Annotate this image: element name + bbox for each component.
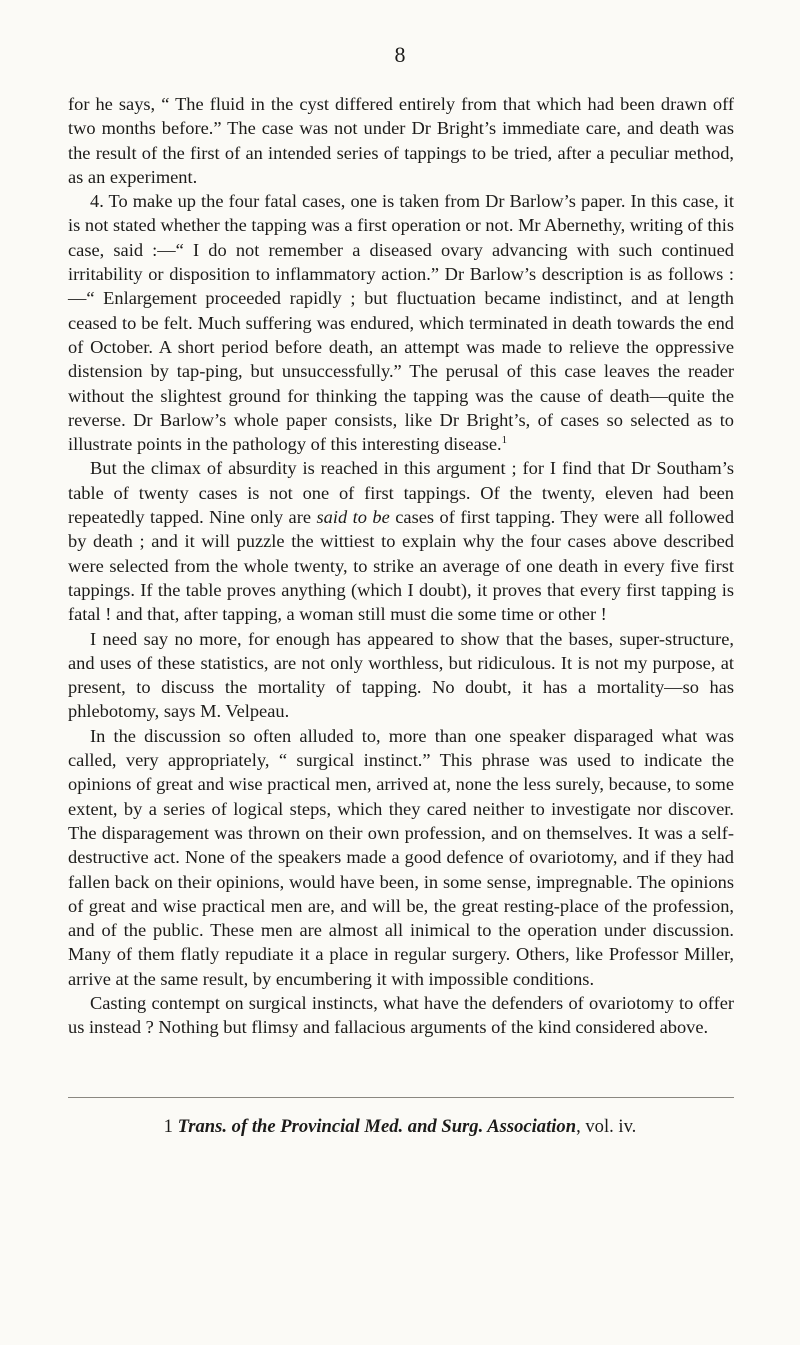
- paragraph-2: [68, 189, 734, 456]
- footnote-volume: , vol. iv.: [576, 1116, 637, 1137]
- paragraph-3: [68, 456, 734, 626]
- footnote-marker: 1: [501, 434, 508, 447]
- paragraph-3-text-b: cases of first tapping. They were all followed by death ; and it will puzzle the wittiest to explain why the four cases above described were selected from the whole twenty, to strike an average of one death in every five first tappings. If the table proves anything (which I doubt), it proves that every first tapping is fatal ! and that, after tapping, a woman still must die some time or other !: [68, 507, 735, 625]
- paragraph-1: for he says, “ The fluid in the cyst differed entirely from that which had been drawn off two months before.” The case was not under Dr Bright’s immediate care, and death was the result of the first of an intended series of tappings to be tried, after a peculiar method, as an experiment.: [68, 94, 734, 187]
- body-text: [68, 92, 734, 1040]
- paragraph-4: I need say no more, for enough has appeared to show that the bases, super-structure, and uses of these statistics, are not only worthless, but ridiculous. It is not my purpose, at present, to discuss the mortality of tapping. No doubt, it has a mortality—so has phlebotomy, says M. Velpeau.: [68, 628, 734, 722]
- footnote-divider: [68, 1097, 734, 1098]
- footnote-marker-label: 1: [163, 1116, 173, 1137]
- page-number: 8: [394, 42, 406, 67]
- footnote-journal: Trans. of the Provincial Med. and Surg. Association: [177, 1116, 577, 1137]
- paragraph-3-text-a: But the climax of absurdity is reached in this argument ; for I find that Dr Southam’s table of twenty cases is not one of first tappings. Of the twenty, eleven had been repeatedly tapped. Nine only are: [68, 458, 734, 528]
- paragraph-6: Casting contempt on surgical instincts, what have the defenders of ovariotomy to offer us instead ? Nothing but flimsy and fallacious arguments of the kind considered above.: [68, 992, 734, 1038]
- paragraph-2-text: 4. To make up the four fatal cases, one is taken from Dr Barlow’s paper. In this case, it is not stated whether the tapping was a first operation or not. Mr Abernethy, writing of this case, said :—“ I do not remember a diseased ovary advancing with such continued irritability or disposition to inflammatory action.” Dr Barlow’s description is as follows :—“ Enlargement proceeded rapidly ; but fluctuation became indistinct, and at length ceased to be felt. Much suffering was endured, which terminated in death towards the end of October. A short period before death, an attempt was made to relieve the oppressive distension by tap-ping, but unsuccessfully.” The perusal of this case leaves the reader without the slightest ground for thinking the tapping was the cause of death—quite the reverse. Dr Barlow’s whole paper consists, like Dr Bright’s, of cases so selected as to illustrate points in the pathology of this interesting disease.: [68, 191, 734, 455]
- footnote: [0, 1116, 800, 1138]
- emphasis-said-to-be: said to be: [316, 507, 390, 528]
- paragraph-5: In the discussion so often alluded to, more than one speaker disparaged what was called, very appropriately, “ surgical instinct.” This phrase was used to indicate the opinions of great and wise practical men, arrived at, none the less surely, because, to some extent, by a series of logical steps, which they cared neither to investigate nor discover. The disparagement was thrown on their own profession, and on themselves. It was a self-destructive act. None of the speakers made a good defence of ovariotomy, and if they had fallen back on their opinions, would have been, in some sense, impregnable. The opinions of great and wise practical men are, and will be, the great resting-place of the profession, and of the public. These men are almost all inimical to the operation under discussion. Many of them flatly repudiate it a place in regular surgery. Others, like Professor Miller, arrive at the same result, by encumbering it with impossible conditions.: [68, 725, 734, 989]
